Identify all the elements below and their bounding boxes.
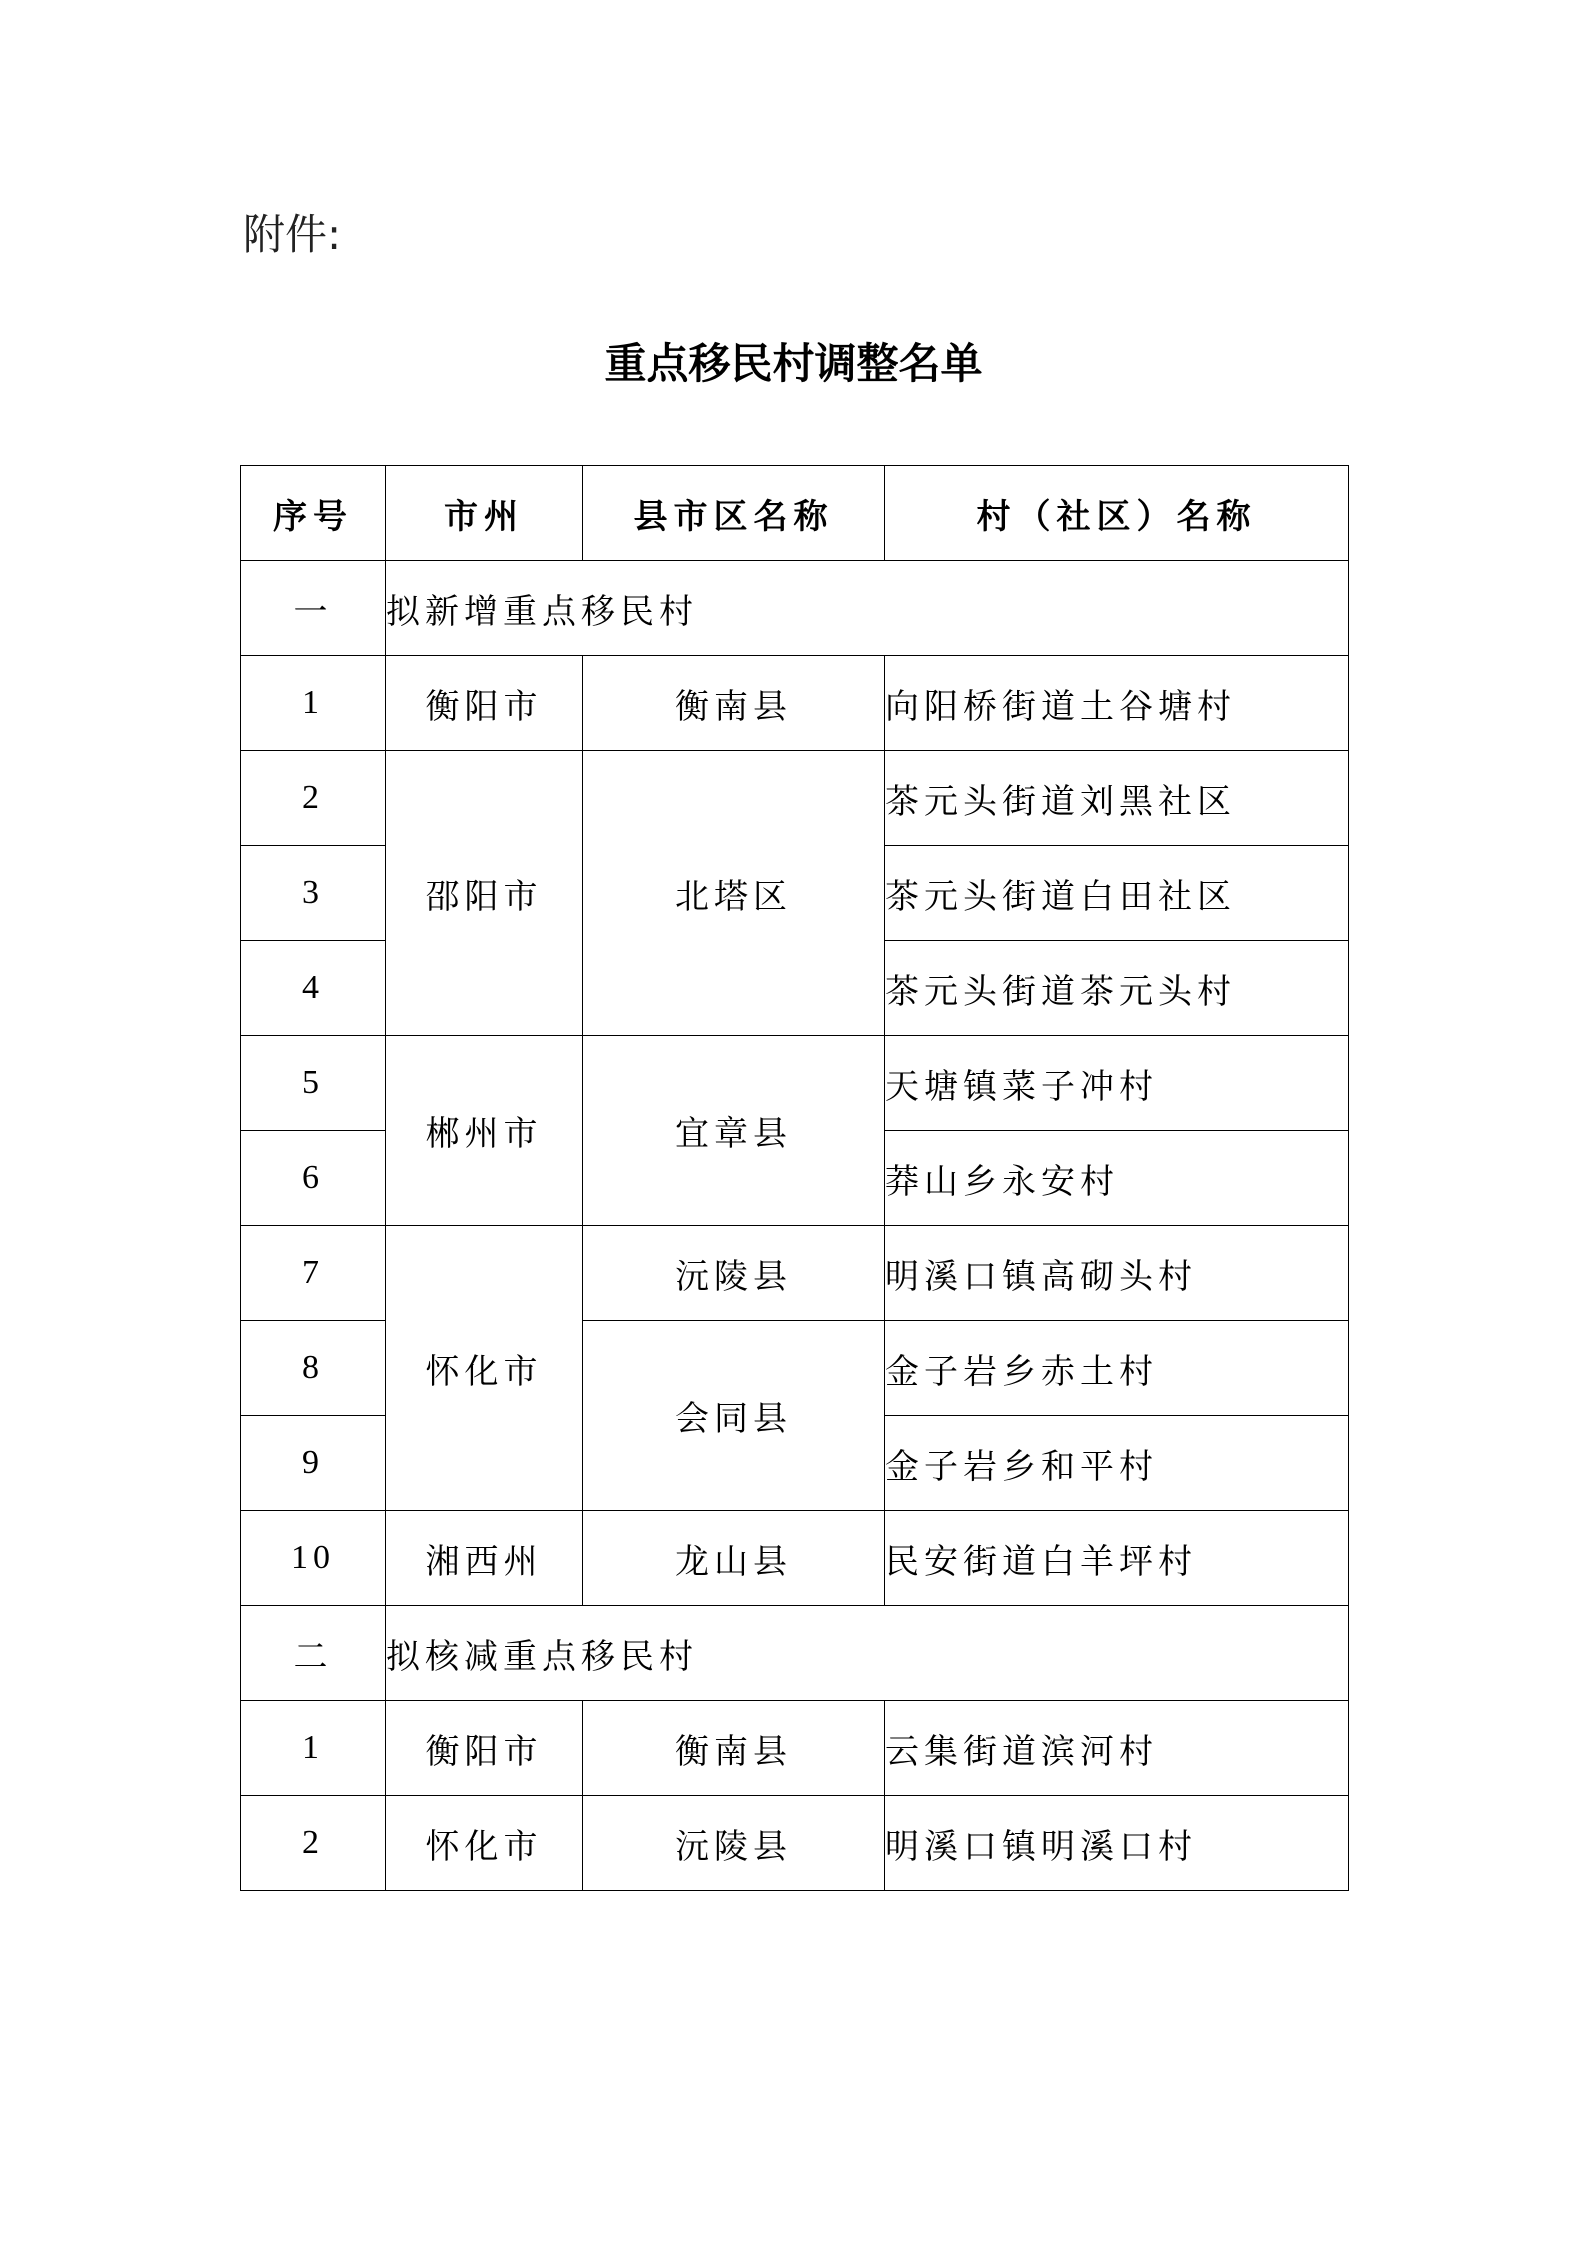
row-county: 龙山县 bbox=[583, 1511, 885, 1606]
attachment-label: 附件: bbox=[243, 210, 342, 259]
row-city: 怀化市 bbox=[386, 1796, 583, 1891]
row-city: 邵阳市 bbox=[386, 751, 583, 1036]
row-serial: 3 bbox=[241, 846, 386, 941]
table-row bbox=[241, 1701, 1349, 1796]
row-county: 北塔区 bbox=[583, 751, 885, 1036]
village-list-table bbox=[240, 465, 1349, 1891]
header-village: 村（社区）名称 bbox=[885, 466, 1349, 561]
section-row bbox=[241, 1606, 1349, 1701]
table-row bbox=[241, 751, 1349, 846]
row-city: 怀化市 bbox=[386, 1226, 583, 1511]
row-county: 沅陵县 bbox=[583, 1796, 885, 1891]
row-serial: 1 bbox=[241, 1701, 386, 1796]
row-county: 宜章县 bbox=[583, 1036, 885, 1226]
row-serial: 6 bbox=[241, 1131, 386, 1226]
section-number: 一 bbox=[241, 561, 386, 656]
row-village: 向阳桥街道土谷塘村 bbox=[885, 656, 1349, 751]
row-serial: 1 bbox=[241, 656, 386, 751]
section-label: 拟新增重点移民村 bbox=[386, 561, 1349, 656]
header-city: 市州 bbox=[386, 466, 583, 561]
section-number: 二 bbox=[241, 1606, 386, 1701]
row-serial: 2 bbox=[241, 1796, 386, 1891]
row-serial: 7 bbox=[241, 1226, 386, 1321]
row-city: 衡阳市 bbox=[386, 1701, 583, 1796]
row-village: 天塘镇菜子冲村 bbox=[885, 1036, 1349, 1131]
table-row bbox=[241, 1226, 1349, 1321]
row-serial: 8 bbox=[241, 1321, 386, 1416]
row-village: 茶元头街道茶元头村 bbox=[885, 941, 1349, 1036]
row-serial: 9 bbox=[241, 1416, 386, 1511]
row-serial: 4 bbox=[241, 941, 386, 1036]
table-header-row bbox=[241, 466, 1349, 561]
row-village: 云集街道滨河村 bbox=[885, 1701, 1349, 1796]
row-serial: 10 bbox=[241, 1511, 386, 1606]
table-row bbox=[241, 656, 1349, 751]
table-row bbox=[241, 1796, 1349, 1891]
header-county: 县市区名称 bbox=[583, 466, 885, 561]
table-row bbox=[241, 1036, 1349, 1131]
row-serial: 2 bbox=[241, 751, 386, 846]
row-village: 茶元头街道刘黑社区 bbox=[885, 751, 1349, 846]
row-village: 莽山乡永安村 bbox=[885, 1131, 1349, 1226]
section-label: 拟核减重点移民村 bbox=[386, 1606, 1349, 1701]
row-village: 茶元头街道白田社区 bbox=[885, 846, 1349, 941]
row-serial: 5 bbox=[241, 1036, 386, 1131]
row-village: 民安街道白羊坪村 bbox=[885, 1511, 1349, 1606]
table-row bbox=[241, 1511, 1349, 1606]
row-city: 衡阳市 bbox=[386, 656, 583, 751]
row-village: 金子岩乡和平村 bbox=[885, 1416, 1349, 1511]
row-county: 会同县 bbox=[583, 1321, 885, 1511]
row-village: 金子岩乡赤土村 bbox=[885, 1321, 1349, 1416]
header-serial: 序号 bbox=[241, 466, 386, 561]
row-county: 衡南县 bbox=[583, 656, 885, 751]
row-city: 郴州市 bbox=[386, 1036, 583, 1226]
row-village: 明溪口镇高砌头村 bbox=[885, 1226, 1349, 1321]
document-title: 重点移民村调整名单 bbox=[604, 339, 983, 388]
section-row bbox=[241, 561, 1349, 656]
row-county: 衡南县 bbox=[583, 1701, 885, 1796]
row-county: 沅陵县 bbox=[583, 1226, 885, 1321]
row-village: 明溪口镇明溪口村 bbox=[885, 1796, 1349, 1891]
row-city: 湘西州 bbox=[386, 1511, 583, 1606]
